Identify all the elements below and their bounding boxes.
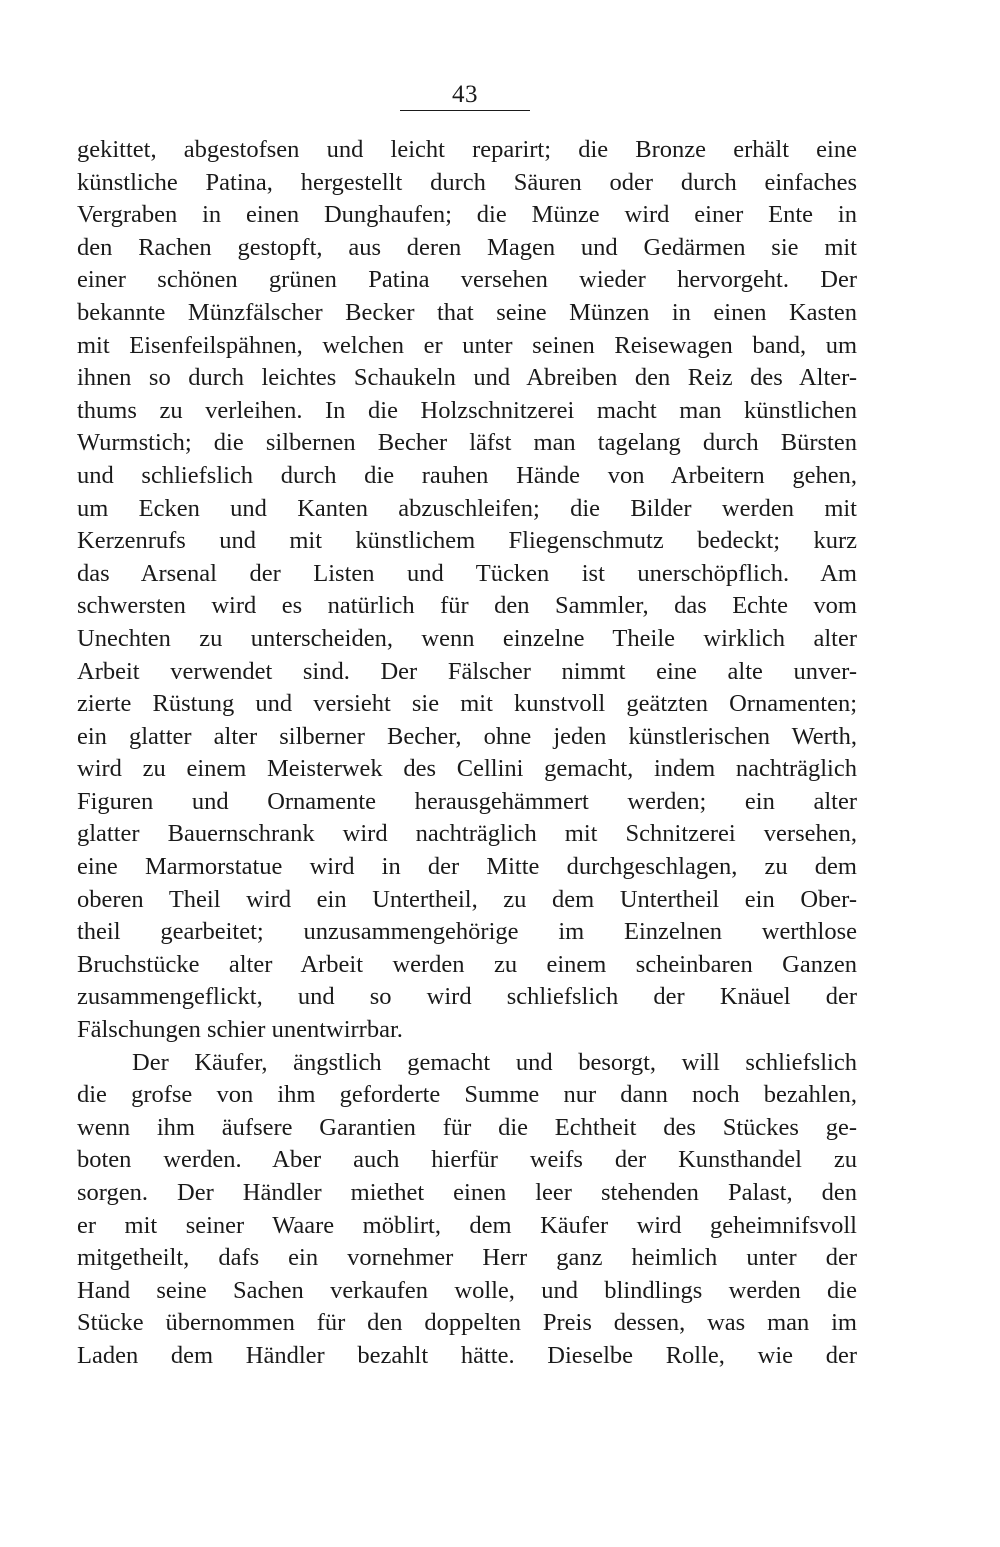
text-line: wird zu einem Meisterwek des Cellini gemacht, indem nachträglich <box>77 755 857 783</box>
body-text <box>77 134 857 1373</box>
text-line: Laden dem Händler bezahlt hätte. Dieselbe Rolle, wie der <box>77 1341 857 1369</box>
text-line: Figuren und Ornamente herausgehämmert werden; ein alter <box>77 787 857 815</box>
text-line: und schliefslich durch die rauhen Hände von Arbeitern gehen, <box>77 461 857 489</box>
text-line: die grofse von ihm geforderte Summe nur dann noch bezahlen, <box>77 1081 857 1109</box>
text-line: ein glatter alter silberner Becher, ohne jeden künstlerischen Werth, <box>77 722 857 750</box>
text-line: glatter Bauernschrank wird nachträglich mit Schnitzerei versehen, <box>77 820 857 848</box>
text-line: einer schönen grünen Patina versehen wieder hervorgeht. Der <box>77 266 857 294</box>
text-line: zusammengeflickt, und so wird schliefslich der Knäuel der <box>77 983 857 1011</box>
text-line: eine Marmorstatue wird in der Mitte durchgeschlagen, zu dem <box>77 853 857 881</box>
text-line: thums zu verleihen. In die Holzschnitzerei macht man künstlichen <box>77 396 857 424</box>
text-line: Arbeit verwendet sind. Der Fälscher nimmt eine alte unver- <box>77 657 857 685</box>
text-line: boten werden. Aber auch hierfür weifs der Kunsthandel zu <box>77 1146 857 1174</box>
text-line: Bruchstücke alter Arbeit werden zu einem scheinbaren Ganzen <box>77 950 857 978</box>
text-line: Stücke übernommen für den doppelten Preis dessen, was man im <box>77 1309 857 1337</box>
page-number: 43 <box>400 80 530 111</box>
text-line: den Rachen gestopft, aus deren Magen und Gedärmen sie mit <box>77 233 857 261</box>
text-line: Unechten zu unterscheiden, wenn einzelne Theile wirklich alter <box>77 624 857 652</box>
paragraph-1 <box>77 134 857 1047</box>
paragraph-2 <box>77 1047 857 1373</box>
text-line: Kerzenrufs und mit künstlichem Fliegenschmutz bedeckt; kurz <box>77 527 857 555</box>
text-line: Fälschungen schier unentwirrbar. <box>77 1016 403 1044</box>
text-line: theil gearbeitet; unzusammengehörige im Einzelnen werthlose <box>77 918 857 946</box>
text-line: gekittet, abgestofsen und leicht reparirt; die Bronze erhält eine <box>77 136 857 163</box>
text-line: Vergraben in einen Dunghaufen; die Münze wird einer Ente in <box>77 201 857 229</box>
text-line: zierte Rüstung und versieht sie mit kunstvoll geätzten Ornamenten; <box>77 690 857 718</box>
text-line: Wurmstich; die silbernen Becher läfst man tagelang durch Bürsten <box>77 429 857 457</box>
text-line: schwersten wird es natürlich für den Sammler, das Echte vom <box>77 592 857 620</box>
text-line: bekannte Münzfälscher Becker that seine Münzen in einen Kasten <box>77 298 857 326</box>
text-line: das Arsenal der Listen und Tücken ist unerschöpflich. Am <box>77 559 857 587</box>
text-line: er mit seiner Waare möblirt, dem Käufer wird geheimnifsvoll <box>77 1211 857 1239</box>
text-line: um Ecken und Kanten abzuschleifen; die Bilder werden mit <box>77 494 857 522</box>
text-line: wenn ihm äufsere Garantien für die Echtheit des Stückes ge- <box>77 1113 857 1141</box>
text-line: ihnen so durch leichtes Schaukeln und Abreiben den Reiz des Alter- <box>77 364 857 392</box>
text-line: mit Eisenfeilspähnen, welchen er unter seinen Reisewagen band, um <box>77 331 857 359</box>
text-line: Der Käufer, ängstlich gemacht und besorgt, will schliefslich <box>132 1048 857 1076</box>
text-line: künstliche Patina, hergestellt durch Säuren oder durch einfaches <box>77 168 857 196</box>
text-line: oberen Theil wird ein Untertheil, zu dem Untertheil ein Ober- <box>77 885 857 913</box>
text-line: Hand seine Sachen verkaufen wolle, und blindlings werden die <box>77 1276 857 1304</box>
text-line: mitgetheilt, dafs ein vornehmer Herr ganz heimlich unter der <box>77 1244 857 1272</box>
text-line: sorgen. Der Händler miethet einen leer stehenden Palast, den <box>77 1179 857 1206</box>
